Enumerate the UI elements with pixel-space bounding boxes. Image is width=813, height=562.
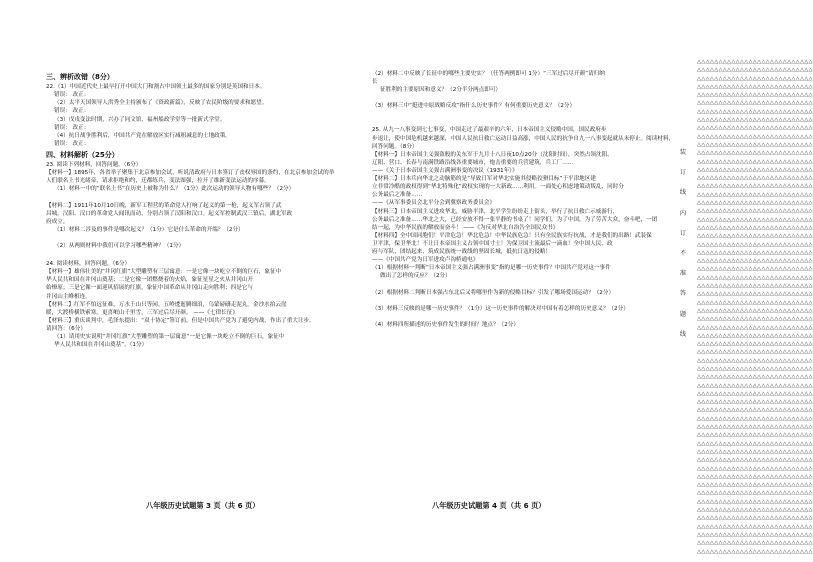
left_column-line-11: 【材料一】1895年，各省举子聚集于北京参加会试，听说清政府与日本签订了丧权辱国的条约，在北京参加会试的举 bbox=[46, 170, 335, 177]
triangle-row: △△△△△△△△△△△△△△△△△△△△△△△△△△△ bbox=[697, 291, 813, 298]
left_column-line-30: 【材料三】重庆谈判中，毛泽东提出：“双十协定”签订前，但是中国共产党为了避免内战，作出了重大让步。 bbox=[46, 317, 315, 324]
right_column-line-7: 25. 从九一八事变到七七事变，中国走过了最艰辛的六年，日本帝国主义侵略中国，国民政府步 bbox=[372, 127, 607, 134]
triangle-row: △△△△△△△△△△△△△△△△△△△△△△△△△△△ bbox=[697, 523, 813, 530]
seal-char-9: 线 bbox=[679, 330, 687, 338]
right_column-line-10: 【材料一】日本帝国主义强盗般的关东军于九月十八日夜10点20分（沈阳时间），突然占领沈阳、 bbox=[372, 151, 613, 158]
triangle-row: △△△△△△△△△△△△△△△△△△△△△△△△△△△ bbox=[697, 266, 813, 273]
right_column-line-20: 【材料四】全中国同胞们！平津危急！华北危急！中华民族危急！只有全民族实行抗战，才是我们的出路！武装保 bbox=[372, 232, 652, 239]
triangle-row: △△△△△△△△△△△△△△△△△△△△△△△△△△△ bbox=[697, 473, 813, 480]
triangle-row: △△△△△△△△△△△△△△△△△△△△△△△△△△△ bbox=[697, 316, 813, 323]
left_column-line-6: 错误： 改正： bbox=[54, 124, 90, 131]
left_column-line-20: （2）从两则材料中我们可以学习哪些精神？（1分） bbox=[54, 243, 185, 250]
triangle-row: △△△△△△△△△△△△△△△△△△△△△△△△△△△ bbox=[697, 432, 813, 439]
left_column-line-32: （1）请用史实说明“井冈红旗”大型雕塑的第一层寓意“一是它像一块屹立不倒的巨石，象征中 bbox=[54, 334, 285, 341]
right_column-line-25: 做出了怎样的反应？（2分） bbox=[380, 273, 451, 280]
triangle-row: △△△△△△△△△△△△△△△△△△△△△△△△△△△ bbox=[697, 374, 813, 381]
triangle-row: △△△△△△△△△△△△△△△△△△△△△△△△△△△ bbox=[697, 216, 813, 223]
right_column-line-1: 长 bbox=[372, 79, 378, 86]
triangle-row: △△△△△△△△△△△△△△△△△△△△△△△△△△△ bbox=[697, 274, 813, 281]
triangle-row: △△△△△△△△△△△△△△△△△△△△△△△△△△△ bbox=[697, 141, 813, 148]
triangle-row: △△△△△△△△△△△△△△△△△△△△△△△△△△△ bbox=[697, 92, 813, 99]
triangle-row: △△△△△△△△△△△△△△△△△△△△△△△△△△△ bbox=[697, 83, 813, 90]
triangle-row: △△△△△△△△△△△△△△△△△△△△△△△△△△△ bbox=[697, 108, 813, 115]
triangle-row: △△△△△△△△△△△△△△△△△△△△△△△△△△△ bbox=[697, 67, 813, 74]
triangle-row: △△△△△△△△△△△△△△△△△△△△△△△△△△△ bbox=[697, 258, 813, 265]
triangle-row: △△△△△△△△△△△△△△△△△△△△△△△△△△△ bbox=[697, 175, 813, 182]
right_column-line-22: 府与军队，团结起来，筑成民族统一战线的坚固长城，抵抗日寇的侵略！ bbox=[372, 249, 552, 256]
triangle-row: △△△△△△△△△△△△△△△△△△△△△△△△△△△ bbox=[697, 548, 813, 555]
triangle-row: △△△△△△△△△△△△△△△△△△△△△△△△△△△ bbox=[697, 540, 813, 547]
right_column-line-4: （3）材料三中“挺进中原战略反攻”指什么历史事件？有何重要历史意义？（2分） bbox=[372, 103, 576, 110]
triangle-row: △△△△△△△△△△△△△△△△△△△△△△△△△△△ bbox=[697, 390, 813, 397]
right_column-spacer-6 bbox=[372, 118, 664, 126]
triangle-row: △△△△△△△△△△△△△△△△△△△△△△△△△△△ bbox=[697, 183, 813, 190]
right_column-line-17: 【材料三】日本帝国主义进攻华北，威胁平津，北平学生纷纷走上街头，举行了抗日救亡示威游行， bbox=[372, 208, 619, 215]
seal-char-2: 线 bbox=[679, 189, 687, 197]
right_column-line-27: （2）根据材料二判断日本强占东北后又将哪里作为新的侵略目标？引发了哪场爱国运动？（2分） bbox=[372, 289, 615, 296]
triangle-row: △△△△△△△△△△△△△△△△△△△△△△△△△△△ bbox=[697, 307, 813, 314]
triangle-row: △△△△△△△△△△△△△△△△△△△△△△△△△△△ bbox=[697, 515, 813, 522]
left_column-line-26: 始燎原；三是它像一面迎风招展的红旗，象征中国革命从井冈山走向胜利；四是它与 bbox=[46, 285, 253, 292]
left_column-line-13: （1）材料一中的“联名上书”在历史上被称为什么？（1分）此次运动的领导人物有哪些？（2分） bbox=[54, 186, 295, 193]
triangle-row: △△△△△△△△△△△△△△△△△△△△△△△△△△△ bbox=[697, 357, 813, 364]
triangle-row: △△△△△△△△△△△△△△△△△△△△△△△△△△△ bbox=[697, 407, 813, 414]
triangle-row: △△△△△△△△△△△△△△△△△△△△△△△△△△△ bbox=[697, 324, 813, 331]
page-4-footer: 八年级历史试题第 4 页（共 6 页） bbox=[432, 501, 546, 510]
seal-char-6: 准 bbox=[679, 270, 687, 278]
triangle-row: △△△△△△△△△△△△△△△△△△△△△△△△△△△ bbox=[697, 424, 813, 431]
left_column-line-28: 【材料二】红军不怕远征难，万水千山只等闲。五岭逶迤腾细浪，乌蒙磅礴走泥丸。金沙水拍云崖 bbox=[46, 301, 287, 308]
triangle-row: △△△△△△△△△△△△△△△△△△△△△△△△△△△ bbox=[697, 208, 813, 215]
triangle-row: △△△△△△△△△△△△△△△△△△△△△△△△△△△ bbox=[697, 100, 813, 107]
left_column-line-9: 四、材料解析（25分） bbox=[46, 151, 119, 160]
triangle-row: △△△△△△△△△△△△△△△△△△△△△△△△△△△ bbox=[697, 490, 813, 497]
triangle-row: △△△△△△△△△△△△△△△△△△△△△△△△△△△ bbox=[697, 125, 813, 132]
triangle-row: △△△△△△△△△△△△△△△△△△△△△△△△△△△ bbox=[697, 332, 813, 339]
left_column-line-27: 井冈山主峰相连。 bbox=[46, 293, 91, 300]
triangle-row: △△△△△△△△△△△△△△△△△△△△△△△△△△△ bbox=[697, 241, 813, 248]
right_column-line-12: ——《关于日本帝国主义强占满洲事变的决议（1931年）》 bbox=[372, 167, 518, 174]
triangle-row: △△△△△△△△△△△△△△△△△△△△△△△△△△△ bbox=[697, 133, 813, 140]
left_column-line-0: 三、辨析改错（8分） bbox=[46, 73, 114, 81]
triangle-row: △△△△△△△△△△△△△△△△△△△△△△△△△△△ bbox=[697, 200, 813, 207]
right_column-line-23: ——《中国共产党为日军进攻卢沟桥通电》 bbox=[372, 257, 479, 264]
seal-char-1: 订 bbox=[679, 169, 687, 177]
triangle-row: △△△△△△△△△△△△△△△△△△△△△△△△△△△ bbox=[697, 75, 813, 82]
triangle-row: △△△△△△△△△△△△△△△△△△△△△△△△△△△ bbox=[697, 349, 813, 356]
right_column-line-24: （1）根据材料一判断“日本帝国主义强占满洲事变”指的是哪一历史事件？中国共产党对这一事件 bbox=[372, 265, 611, 272]
left_column-line-3: （2）太平天国领导人洪秀全主持颁布了《资政新篇》，反映了农民阶级的要求和愿望。 bbox=[54, 100, 268, 107]
triangle-row: △△△△△△△△△△△△△△△△△△△△△△△△△△△ bbox=[697, 507, 813, 514]
left_column-line-17: 府成立。 bbox=[46, 218, 69, 225]
triangle-row: △△△△△△△△△△△△△△△△△△△△△△△△△△△ bbox=[697, 249, 813, 256]
left_column-line-1: 22.（1）中国近代史上最早打开中国大门和割占中国领土最多的国家分别是英国和日本。 bbox=[46, 84, 266, 91]
seal-char-4: 订 bbox=[679, 229, 687, 237]
left_column-line-31: 请回答：（6分） bbox=[46, 326, 86, 333]
triangle-margin-pattern bbox=[697, 58, 813, 556]
triangle-row: △△△△△△△△△△△△△△△△△△△△△△△△△△△ bbox=[697, 465, 813, 472]
triangle-row: △△△△△△△△△△△△△△△△△△△△△△△△△△△ bbox=[697, 283, 813, 290]
left_column-spacer-19 bbox=[46, 234, 344, 242]
right_column-line-9: 回答问题。（8分） bbox=[372, 143, 418, 150]
triangle-row: △△△△△△△△△△△△△△△△△△△△△△△△△△△ bbox=[697, 117, 813, 124]
left_column-line-12: 人们联名上书光绪帝，请求拒绝和约，迁都练兵，变法图强，拉开了维新变法运动的序幕。 bbox=[46, 178, 270, 185]
triangle-row: △△△△△△△△△△△△△△△△△△△△△△△△△△△ bbox=[697, 531, 813, 538]
right_column-line-14: 立非常冷酷的政权得到“华北特殊化”政权实现的一大新政……利用。一面处心积虑地策动叛乱，同时分 bbox=[372, 184, 624, 191]
right_column-spacer-26 bbox=[372, 281, 664, 289]
seal-char-5: 不 bbox=[679, 250, 687, 258]
right_column-line-15: 公务最后之准备…… bbox=[372, 192, 423, 199]
triangle-row: △△△△△△△△△△△△△△△△△△△△△△△△△△△ bbox=[697, 191, 813, 198]
triangle-row: △△△△△△△△△△△△△△△△△△△△△△△△△△△ bbox=[697, 482, 813, 489]
triangle-row: △△△△△△△△△△△△△△△△△△△△△△△△△△△ bbox=[697, 457, 813, 464]
page-3-footer: 八年级历史试题第 3 页（共 6 页） bbox=[146, 501, 260, 510]
seal-char-3: 内 bbox=[679, 209, 687, 217]
right_column-line-29: （3）材料三反映的是哪一历史事件？（1分）这一历史事件的解决对中国有着怎样的历史意义？（2分） bbox=[372, 305, 629, 312]
left_column-line-24: 【材料一】雄伟壮美的“井冈红旗”大型雕塑有三层寓意：一是它像一块屹立不倒的巨石，象征中 bbox=[46, 269, 282, 276]
triangle-row: △△△△△△△△△△△△△△△△△△△△△△△△△△△ bbox=[697, 166, 813, 173]
triangle-row: △△△△△△△△△△△△△△△△△△△△△△△△△△△ bbox=[697, 224, 813, 231]
right_column-line-8: 步退让，使中国危机越来越深，中国人民抗日救亡运动日益高涨，中国人民的抗争自九一八事变起就从未停止。阅读材料， bbox=[372, 135, 675, 142]
right_column-line-19: 结一起，为中华民族的解放而奋斗！ ——《为反对华北自治告全国民众书》 bbox=[372, 224, 559, 231]
seal-char-7: 答 bbox=[679, 290, 687, 298]
right_column-spacer-28 bbox=[372, 297, 664, 305]
triangle-row: △△△△△△△△△△△△△△△△△△△△△△△△△△△ bbox=[697, 365, 813, 372]
right-column-page-4 bbox=[372, 70, 675, 329]
left_column-line-16: 昌城。汉阳、汉口的革命党人闻讯而动，分别占领了汉阳和汉口。起义军控制武汉三镇后，湖北军政 bbox=[46, 210, 293, 217]
seal-char-8: 题 bbox=[679, 310, 687, 318]
triangle-row: △△△△△△△△△△△△△△△△△△△△△△△△△△△ bbox=[697, 440, 813, 447]
triangle-row: △△△△△△△△△△△△△△△△△△△△△△△△△△△ bbox=[697, 341, 813, 348]
right_column-line-31: （4）材料四所描述的历史事件发生的时间？地点？（2分） bbox=[372, 321, 519, 328]
right_column-line-16: ——《从军事委员会北平分会到冀察政务委员会》 bbox=[372, 200, 496, 207]
right_column-line-18: 公务最后之准备……华北之大，已经安放不得一张平静的书桌了！同学们，为了中国，为了劳苦大众，奋斗吧，一团 bbox=[372, 216, 658, 223]
triangle-row: △△△△△△△△△△△△△△△△△△△△△△△△△△△ bbox=[697, 415, 813, 422]
left-column-page-3 bbox=[46, 70, 344, 349]
right_column-spacer-3 bbox=[372, 94, 664, 102]
right_column-line-21: 卫平津，保卫华北！不让日本帝国主义占领中国寸土！为保卫国土流最后一滴血！全中国人民、政 bbox=[372, 240, 613, 247]
triangle-row: △△△△△△△△△△△△△△△△△△△△△△△△△△△ bbox=[697, 448, 813, 455]
triangle-row: △△△△△△△△△△△△△△△△△△△△△△△△△△△ bbox=[697, 498, 813, 505]
left_column-line-2: 错误： 改正： bbox=[54, 92, 90, 99]
left_column-line-29: 暖，大渡桥横铁索寒。更喜岷山千里雪，三军过后尽开颜。 ——《七律长征》 bbox=[46, 309, 238, 316]
right_column-line-13: 【材料二】日本兵向华北之动脑筋的是“导致日军对华北实施其侵略狡猾目标”于平津地区建 bbox=[372, 176, 596, 183]
right_column-spacer-30 bbox=[372, 313, 664, 321]
left_column-line-25: 华人民共和国在井冈山奠基；二是它像一团燃烧着的火焰，象征星星之火从井冈山开 bbox=[46, 277, 253, 284]
triangle-row: △△△△△△△△△△△△△△△△△△△△△△△△△△△ bbox=[697, 59, 813, 65]
triangle-row: △△△△△△△△△△△△△△△△△△△△△△△△△△△ bbox=[697, 399, 813, 406]
triangle-row: △△△△△△△△△△△△△△△△△△△△△△△△△△△ bbox=[697, 158, 813, 165]
left_column-line-33: 华人民共和国在井冈山奠基”。（1分） bbox=[54, 342, 148, 349]
right_column-line-2: 征胜利的主要原因和意义？（2分半分两点即可） bbox=[380, 87, 502, 94]
seal-char-0: 装 bbox=[679, 149, 687, 156]
left_column-line-23: 24. 阅读材料，回答问题。（6分） bbox=[46, 261, 131, 268]
triangle-row: △△△△△△△△△△△△△△△△△△△△△△△△△△△ bbox=[697, 299, 813, 306]
left_column-line-8: 错误： 改正： bbox=[54, 140, 90, 147]
left_column-line-15: 【材料二】1911年10月10日晚，新军工程营的革命党人打响了起义的第一枪，起义军占领了武 bbox=[46, 202, 282, 209]
left_column-line-7: （4）抗日战争胜利后，中国共产党在解放区实行减租减息的土地政策。 bbox=[54, 132, 231, 139]
left_column-spacer-21 bbox=[46, 250, 344, 258]
right_column-spacer-5 bbox=[372, 110, 664, 118]
triangle-row: △△△△△△△△△△△△△△△△△△△△△△△△△△△ bbox=[697, 233, 813, 240]
triangle-row: △△△△△△△△△△△△△△△△△△△△△△△△△△△ bbox=[697, 150, 813, 157]
left_column-line-18: （1）材料二涉及的事件是哪次起义？（1分）它是什么革命的开端？（2分） bbox=[54, 226, 244, 233]
right_column-line-11: 辽阳、营口、长春与南满铁路沿线各重要城市，炮击重要的兵营建筑，兵工厂…… bbox=[372, 159, 574, 166]
right_column-line-0: （2）材料二中反映了长征中的哪些主要史实？（任答两例即可 1分）“三军过后尽开颜”请归纳 bbox=[372, 71, 605, 77]
left_column-line-5: （3）戊戌变法时期，兴办了同文馆，福州船政学堂等一批新式学堂。 bbox=[54, 116, 226, 123]
left_column-spacer-14 bbox=[46, 194, 344, 202]
binding-seal-line bbox=[678, 150, 688, 352]
left_column-line-4: 错误： 改正： bbox=[54, 108, 90, 115]
triangle-row: △△△△△△△△△△△△△△△△△△△△△△△△△△△ bbox=[697, 382, 813, 389]
left_column-line-10: 23. 阅读下列材料，回答问题。（6分） bbox=[46, 162, 142, 169]
